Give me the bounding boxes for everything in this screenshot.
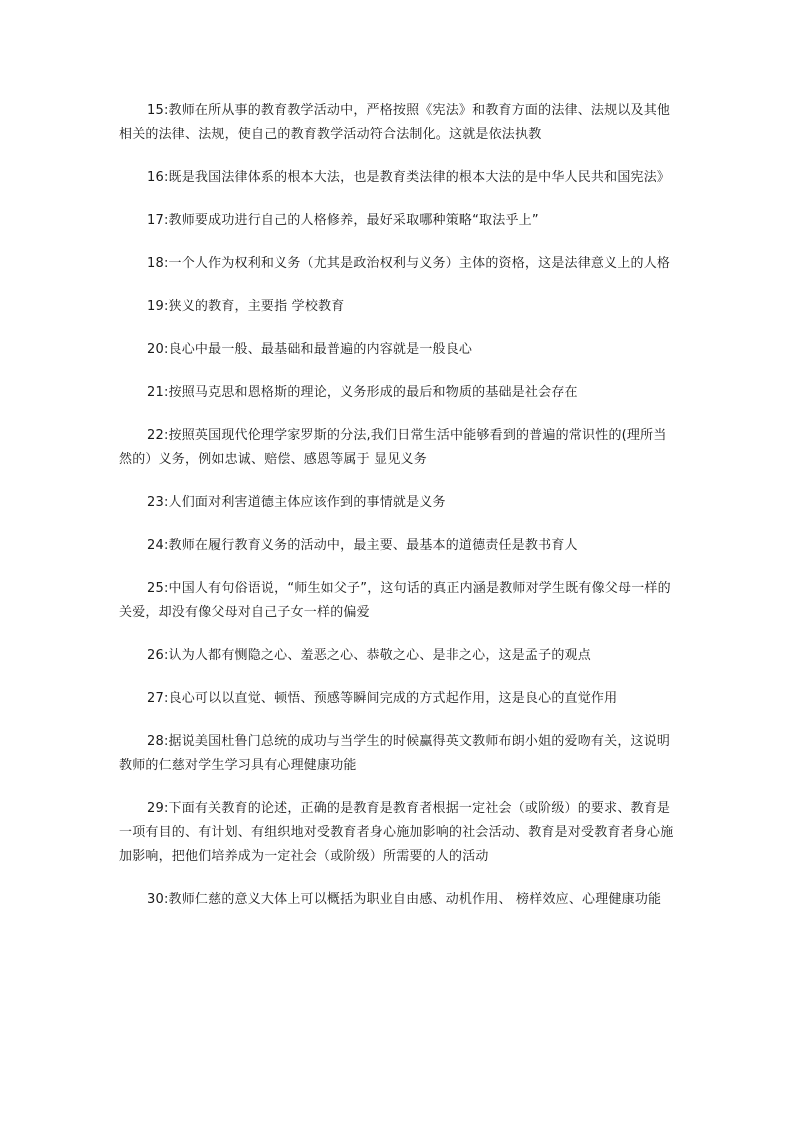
question-paragraph-20: 20:良心中最一般、最基础和最普遍的内容就是一般良心 [147,342,473,357]
question-paragraph-21: 21:按照马克思和恩格斯的理论，义务形成的最后和物质的基础是社会存在 [147,385,578,400]
question-paragraph-30: 30:教师仁慈的意义大体上可以概括为职业自由感、动机作用、 榜样效应、心理健康功能 [147,892,662,907]
question-paragraph-29: 29:下面有关教育的论述，正确的是教育是教育者根据一定社会（或阶级）的要求、教育是一项有目的、有计划、有组织地对受教育者身心施加影响的社会活动、教育是对受教育者身心施加影响，把他们培养成为一定社会（或阶级）所需要的人的活动 [119,801,674,864]
question-paragraph-17: 17:教师要成功进行自己的人格修养，最好采取哪种策略“取法乎上” [147,213,539,228]
question-paragraph-26: 26:认为人都有恻隐之心、羞恶之心、恭敬之心、是非之心，这是孟子的观点 [147,648,591,663]
question-paragraph-18: 18:一个人作为权利和义务（尤其是政治权利与义务）主体的资格，这是法律意义上的人格 [147,256,671,271]
question-paragraph-16: 16:既是我国法律体系的根本大法，也是教育类法律的根本大法的是中华人民共和国宪法》 [147,170,671,185]
question-paragraph-22: 22:按照英国现代伦理学家罗斯的分法,我们日常生活中能够看到的普遍的常识性的(理所当然的）义务，例如忠诚、赔偿、感恩等属于 显见义务 [119,428,667,467]
question-paragraph-23: 23:人们面对利害道德主体应该作到的事情就是义务 [147,495,446,510]
question-paragraph-19: 19:狭义的教育，主要指 学校教育 [147,299,345,314]
question-paragraph-25: 25:中国人有句俗语说，“师生如父子”，这句话的真正内涵是教师对学生既有像父母一样的关爱，却没有像父母对自己子女一样的偏爱 [119,581,671,620]
question-paragraph-28: 28:据说美国杜鲁门总统的成功与当学生的时候赢得英文教师布朗小姐的爱吻有关，这说明教师的仁慈对学生学习具有心理健康功能 [119,734,671,773]
question-paragraph-24: 24:教师在履行教育义务的活动中，最主要、最基本的道德责任是教书育人 [147,538,578,553]
document-body [119,99,679,931]
question-paragraph-15: 15:教师在所从事的教育教学活动中，严格按照《宪法》和教育方面的法律、法规以及其他相关的法律、法规，使自己的教育教学活动符合法制化。这就是依法执教 [119,103,671,142]
question-paragraph-27: 27:良心可以以直觉、顿悟、预感等瞬间完成的方式起作用，这是良心的直觉作用 [147,691,618,706]
